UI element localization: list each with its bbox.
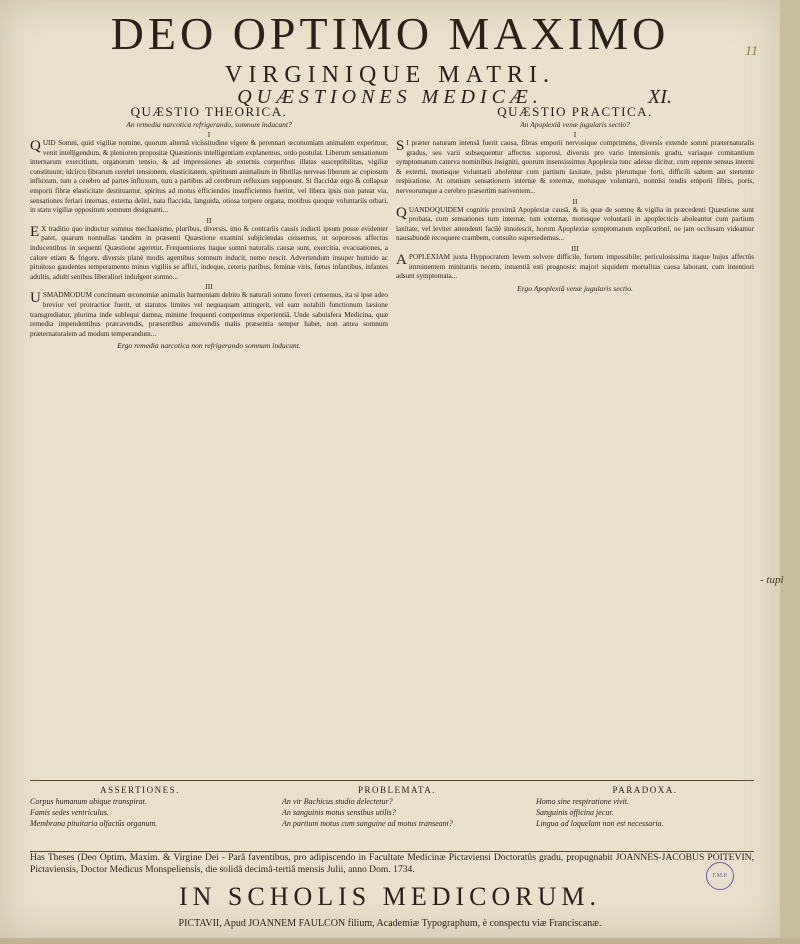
header-line-2: VIRGINIQUE MATRI.	[225, 62, 555, 88]
library-stamp: F.M.P.	[706, 862, 734, 890]
box-line: Lingua ad loquelam non est necessaria.	[536, 819, 664, 828]
section-number: I	[573, 130, 577, 139]
question-practical	[396, 104, 754, 293]
section-text: QUID Somni, quid vigiliæ nomine, quorum alternâ vicissitudine vigere & perennari œconomiam animalem experimur, venit intelligendum, & plenioren propositæ Quæstionis intelligentiam explanemus, ordo postulat. Liberum sensationum internarum exercitium, organorum tensio, & ad impressiones ab externis corporibus illatas susceptibilitas, vigiliæ constituunt; idcirco fibrarum cerebri tensionem, elasticitatem, spirituum animalium in fibrillas nerveas liberum ac copiosum influxum, tum a cerebro ad partes influxum, tum a partibus ad cerebrum refluxum supponunt. Si flaccidæ ergo & collapsæ emporii fibræ elasticitate destituantur, spiritus ad motus efficiendos insufficientes fuerint, vel libera ipsis non pateat via, sensationes feriari internas, externa deliri, nata flaccida, languida, otiosa torpere organa, motibus quoque voluntariis orbari, in statu vigiliæ oppositum somnum designanti...	[30, 138, 388, 215]
page-edge	[780, 0, 800, 944]
conclusion: Ergo Apoplexiâ venæ jugularis sectio.	[517, 283, 633, 293]
section-text: SI præter naturam intensâ fuerit causa, fibras emporii nervosique comprimens, diversis extende somni præternaturalis gradus, seu varii subsequentur affectus soporosi, diversis pro vario intensionis gradu, variaque comitantium symptomatum caterva nominibus insigniti, quorum insensissimus Apoplexia tunc adesse dicitur, cum repente sensus interni & externi, motusque voluntarii abolentur cum partium laxitate, pulsu plerumque forti, difficili saltem aut stertente respiratione. At omnium sensationem internæ & externæ, motusque voluntarii, nonnisi tendis emporii fibris, poris, nerveorumque a cerebro præsertim nativentem...	[396, 138, 754, 195]
theses-statement: Has Theses (Deo Optim. Maxim. & Virgine Dei - Parâ faventibus, pro adipiscendo in Facultate Medicinæ Pictaviensi Doctoratûs gradu, propugnabit JOANNES-JACOBUS POITEVIN, Pictaviensis, Doctor Medicus Monspeliensis, die solidâ decimâ-tertiâ mensis Julii, anno Dom. 1734.	[30, 852, 754, 875]
appendix-boxes	[30, 785, 754, 851]
section-number: III	[205, 282, 213, 292]
handwritten-note: - tupi	[760, 574, 784, 586]
question-subtitle: An Apoplexiâ venæ jugularis sectio?	[520, 120, 630, 129]
number-tag: XI.	[648, 86, 672, 108]
section-text: USMADMODUM concinnam œconomiæ animalis harmoniam debito & naturali somno foveri censemus, ita si ipse adeo brevior vel protractior fuerit, ut statutos limites vel nequaquam attingerit, vel eam notabili functionum læsione transgrediatur, plurima inde sublequi damna, minime frequenti comperimus experientiâ. Unde sabuisfera Medicina, quæ remedia impendentibus præcavendis, præsentibus amovendis malis præsentia semper habet, non antea somnum præternaturalem ad modum temperandum...	[30, 290, 388, 338]
section-number: III	[571, 243, 579, 253]
handwritten-note: 11	[745, 44, 758, 59]
problemata-box	[282, 785, 512, 851]
section-number: II	[572, 196, 578, 206]
question-theoretical	[30, 104, 388, 351]
section-text: APOPLEXIAM juxta Hyppocratem levem solvere difficile, fortem impossibile; periculosissima itaque hujus affectûs imminentem minitantis necem, intuentiâ esti prognosis: majori siquidem mortalitas causa laborant, cum intentiori adsunt symptomata...	[396, 251, 754, 281]
question-title: QUÆSTIO PRACTICA.	[497, 104, 653, 119]
box-heading: PARADOXA.	[612, 785, 678, 795]
box-line: Famis sedes ventriculus.	[30, 808, 109, 817]
question-title: QUÆSTIO THEORICA.	[130, 104, 288, 119]
box-line: An vir Bachicus studio delectetur?	[282, 797, 393, 806]
header-line-1: DEO OPTIMO MAXIMO	[110, 8, 670, 59]
box-line: An sanguinis motus sensibus utilis?	[282, 808, 396, 817]
assertiones-box	[30, 785, 250, 851]
section-number: II	[206, 215, 212, 225]
section-text: EX traditio quo inductur somnus mechanismo, pluribus, diversis, imo & contrariis causis inducti ipsum posse evidenter patet, quarum nonnullas tandem in præsenti Quæstione examini subjiciendas censemus, ut soporosos affectus inducentibus in sequenti Quæstione ageretur. Frequentiores itaque somni naturalis causæ sunt, exercitia, evacuationes, a calore etiam & frigore, diversis planè modis agentibus somnum inducit, nemo nescit. Advertendum insuper humido ac pituitoso gaudentes temperamento minus vigiliis se affici, indeque, ceteris paribus, feminæ viris, fœtus infantibus, infantes adultis, adulti senibus liberaliori indulgent somno...	[30, 223, 388, 281]
section-number: I	[207, 130, 211, 139]
header-line-3: QUÆSTIONES MEDICÆ.	[237, 86, 543, 108]
box-line: Sanguinis officina jecur.	[536, 808, 614, 817]
conclusion: Ergo remedia narcotica non refrigerando somnum inducunt.	[117, 341, 301, 351]
box-heading: PROBLEMATA.	[357, 785, 437, 795]
bottom-title: IN SCHOLIS MEDICORUM.	[178, 882, 602, 911]
box-heading: ASSERTIONES.	[100, 785, 180, 795]
section-text: QUANDOQUIDEM cognitis proximâ Apoplexiæ causâ, & iis quæ de somno & vigilia in præcedenti Quæstione sunt probata, cum sensationes tum internæ, tum externæ, motusque voluntarii in apoplecticis aboleantur cum partium laxitate, vel leviter attendenti facilè innotescit, horum Apoplexiæ symptomatum explicationi, ne jam occlusam videamur nausabundè recoquere crambem, consulto supersedemus...	[396, 204, 754, 243]
question-subtitle: An remedia narcotica refrigerando, somnum inducant?	[126, 120, 292, 129]
box-line: Corpus humanum ubique transpirat.	[30, 797, 147, 806]
box-line: Homo sine respiratione vivit.	[536, 797, 630, 806]
box-line: Membrana pituitaria olfactûs organum.	[30, 819, 158, 828]
divider	[30, 780, 754, 781]
printer-imprint: PICTAVII, Apud JOANNEM FAULCON filium, Academiæ Typographum, è conspectu viæ Franciscanæ.	[178, 918, 602, 929]
paradoxa-box	[536, 785, 754, 851]
page-edge	[0, 938, 800, 944]
box-line: An partium motus cum sanguine ad motus transeant?	[282, 819, 453, 828]
